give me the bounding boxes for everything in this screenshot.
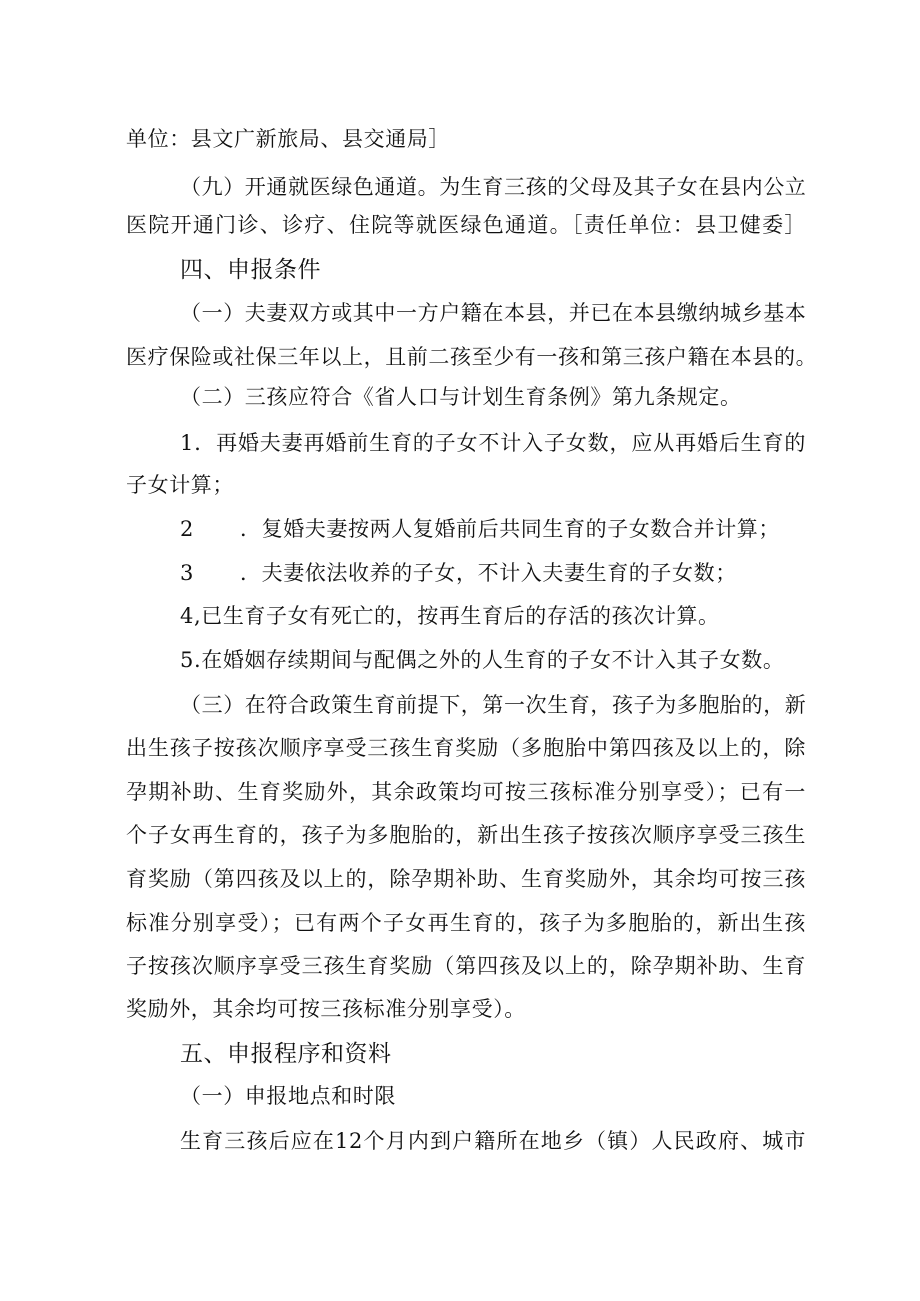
text-line: 奖励外，其余均可按三孩标准分别享受）。 xyxy=(126,997,526,1021)
text-line: 出生孩子按孩次顺序享受三孩生育奖励（多胞胎中第四孩及以上的，除 xyxy=(126,736,806,760)
item-number: 3 xyxy=(180,561,194,585)
text-line: 单位：县文广新旅局、县交通局］ xyxy=(126,127,450,151)
item-number: 2 xyxy=(180,517,194,541)
text-line: 个子女再生育的，孩子为多胞胎的，新出生孩子按孩次顺序享受三孩生 xyxy=(126,823,806,847)
text-line: 5.在婚姻存续期间与配偶之外的人生育的子女不计入其子女数。 xyxy=(180,648,785,672)
list-item xyxy=(180,558,806,588)
item-text: ．夫妻依法收养的子女，不计入夫妻生育的子女数； xyxy=(240,561,737,585)
section-heading: 五、申报程序和资料 xyxy=(180,1041,392,1067)
text-line: 标准分别享受）；已有两个子女再生育的，孩子为多胞胎的，新出生孩 xyxy=(126,911,806,935)
text-line: 1．再婚夫妻再婚前生育的子女不计入子女数，应从再婚后生育的 xyxy=(180,431,806,455)
text-line: 子按孩次顺序享受三孩生育奖励（第四孩及以上的，除孕期补助、生育 xyxy=(126,954,806,978)
text-line: （三）在符合政策生育前提下，第一次生育，孩子为多胞胎的，新 xyxy=(180,693,807,717)
text-line: 孕期补助、生育奖励外，其余政策均可按三孩标准分别享受）；已有一 xyxy=(126,780,806,804)
section-heading: 四、申报条件 xyxy=(180,257,321,283)
text-line: （二）三孩应符合《省人口与计划生育条例》第九条规定。 xyxy=(180,385,742,409)
text-line: （九）开通就医绿色通道。为生育三孩的父母及其子女在县内公立 xyxy=(180,175,807,199)
item-text: ．复婚夫妻按两人复婚前后共同生育的子女数合并计算； xyxy=(240,517,780,541)
list-item xyxy=(180,514,806,544)
text-line: （一）夫妻双方或其中一方户籍在本县，并已在本县缴纳城乡基本 xyxy=(180,301,807,325)
text-line: （一）申报地点和时限 xyxy=(180,1084,396,1108)
text-line: 4,已生育子女有死亡的，按再生育后的存活的孩次计算。 xyxy=(180,604,720,628)
text-line: 生育三孩后应在12个月内到户籍所在地乡（镇）人民政府、城市 xyxy=(180,1129,806,1153)
text-line: 育奖励（第四孩及以上的，除孕期补助、生育奖励外，其余均可按三孩 xyxy=(126,867,806,891)
text-line: 医院开通门诊、诊疗、住院等就医绿色通道。［责任单位：县卫健委］ xyxy=(126,213,806,237)
text-line: 子女计算； xyxy=(126,473,234,497)
text-line: 医疗保险或社保三年以上，且前二孩至少有一孩和第三孩户籍在本县的。 xyxy=(126,345,818,369)
